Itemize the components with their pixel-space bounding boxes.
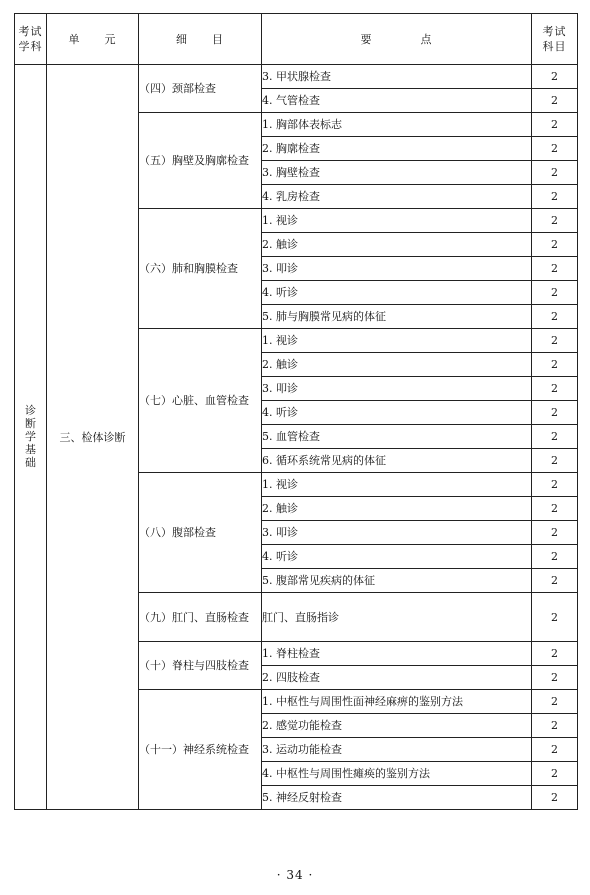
score-cell: 2 <box>532 786 578 810</box>
point-cell: 2. 感觉功能检查 <box>262 714 532 738</box>
point-cell: 1. 脊柱检查 <box>262 642 532 666</box>
syllabus-body <box>15 65 578 810</box>
header-unit: 单 元 <box>47 14 139 65</box>
score-cell: 2 <box>532 401 578 425</box>
score-cell: 2 <box>532 209 578 233</box>
score-cell: 2 <box>532 377 578 401</box>
score-cell: 2 <box>532 521 578 545</box>
point-cell: 1. 中枢性与周围性面神经麻痹的鉴别方法 <box>262 690 532 714</box>
score-cell: 2 <box>532 65 578 89</box>
score-cell: 2 <box>532 642 578 666</box>
detail-cell: （四）颈部检查 <box>139 65 262 113</box>
point-cell: 2. 触诊 <box>262 353 532 377</box>
point-cell: 肛门、直肠指诊 <box>262 593 532 642</box>
score-cell: 2 <box>532 449 578 473</box>
point-cell: 3. 叩诊 <box>262 521 532 545</box>
score-cell: 2 <box>532 593 578 642</box>
point-cell: 5. 神经反射检查 <box>262 786 532 810</box>
point-cell: 5. 肺与胸膜常见病的体征 <box>262 305 532 329</box>
header-points: 要 点 <box>262 14 532 65</box>
point-cell: 4. 中枢性与周围性瘫痪的鉴别方法 <box>262 762 532 786</box>
header-subject: 考试学科 <box>15 14 47 65</box>
subject-label: 诊断学基础 <box>25 404 36 469</box>
score-cell: 2 <box>532 353 578 377</box>
point-cell: 4. 听诊 <box>262 545 532 569</box>
point-cell: 3. 叩诊 <box>262 377 532 401</box>
score-cell: 2 <box>532 185 578 209</box>
header-row <box>15 14 578 65</box>
point-cell: 4. 乳房检查 <box>262 185 532 209</box>
detail-cell: （十一）神经系统检查 <box>139 690 262 810</box>
point-cell: 2. 胸廓检查 <box>262 137 532 161</box>
detail-cell: （十）脊柱与四肢检查 <box>139 642 262 690</box>
header-detail: 细 目 <box>139 14 262 65</box>
point-cell: 4. 听诊 <box>262 401 532 425</box>
score-cell: 2 <box>532 569 578 593</box>
score-cell: 2 <box>532 497 578 521</box>
score-cell: 2 <box>532 329 578 353</box>
score-cell: 2 <box>532 545 578 569</box>
point-cell: 1. 视诊 <box>262 329 532 353</box>
point-cell: 2. 四肢检查 <box>262 666 532 690</box>
detail-cell: （七）心脏、血管检查 <box>139 329 262 473</box>
detail-cell: （九）肛门、直肠检查 <box>139 593 262 642</box>
point-cell: 5. 腹部常见疾病的体征 <box>262 569 532 593</box>
point-cell: 5. 血管检查 <box>262 425 532 449</box>
point-cell: 2. 触诊 <box>262 497 532 521</box>
page-number: · 34 · <box>276 868 314 882</box>
point-cell: 1. 胸部体表标志 <box>262 113 532 137</box>
score-cell: 2 <box>532 305 578 329</box>
score-cell: 2 <box>532 161 578 185</box>
header-score: 考试科目 <box>532 14 578 65</box>
score-cell: 2 <box>532 666 578 690</box>
unit-cell: 三、检体诊断 <box>47 65 139 810</box>
score-cell: 2 <box>532 714 578 738</box>
detail-cell: （六）肺和胸膜检查 <box>139 209 262 329</box>
score-cell: 2 <box>532 762 578 786</box>
score-cell: 2 <box>532 89 578 113</box>
point-cell: 2. 触诊 <box>262 233 532 257</box>
subject-cell <box>15 65 47 810</box>
score-cell: 2 <box>532 137 578 161</box>
point-cell: 4. 听诊 <box>262 281 532 305</box>
score-cell: 2 <box>532 738 578 762</box>
score-cell: 2 <box>532 113 578 137</box>
point-cell: 3. 甲状腺检查 <box>262 65 532 89</box>
point-cell: 6. 循环系统常见病的体征 <box>262 449 532 473</box>
detail-cell: （八）腹部检查 <box>139 473 262 593</box>
detail-cell: （五）胸壁及胸廓检查 <box>139 113 262 209</box>
score-cell: 2 <box>532 690 578 714</box>
point-cell: 1. 视诊 <box>262 473 532 497</box>
score-cell: 2 <box>532 281 578 305</box>
score-cell: 2 <box>532 257 578 281</box>
point-cell: 1. 视诊 <box>262 209 532 233</box>
point-cell: 3. 胸壁检查 <box>262 161 532 185</box>
point-cell: 3. 运动功能检查 <box>262 738 532 762</box>
point-cell: 4. 气管检查 <box>262 89 532 113</box>
syllabus-table <box>14 13 578 810</box>
score-cell: 2 <box>532 473 578 497</box>
score-cell: 2 <box>532 425 578 449</box>
point-cell: 3. 叩诊 <box>262 257 532 281</box>
table-row <box>15 65 578 89</box>
score-cell: 2 <box>532 233 578 257</box>
